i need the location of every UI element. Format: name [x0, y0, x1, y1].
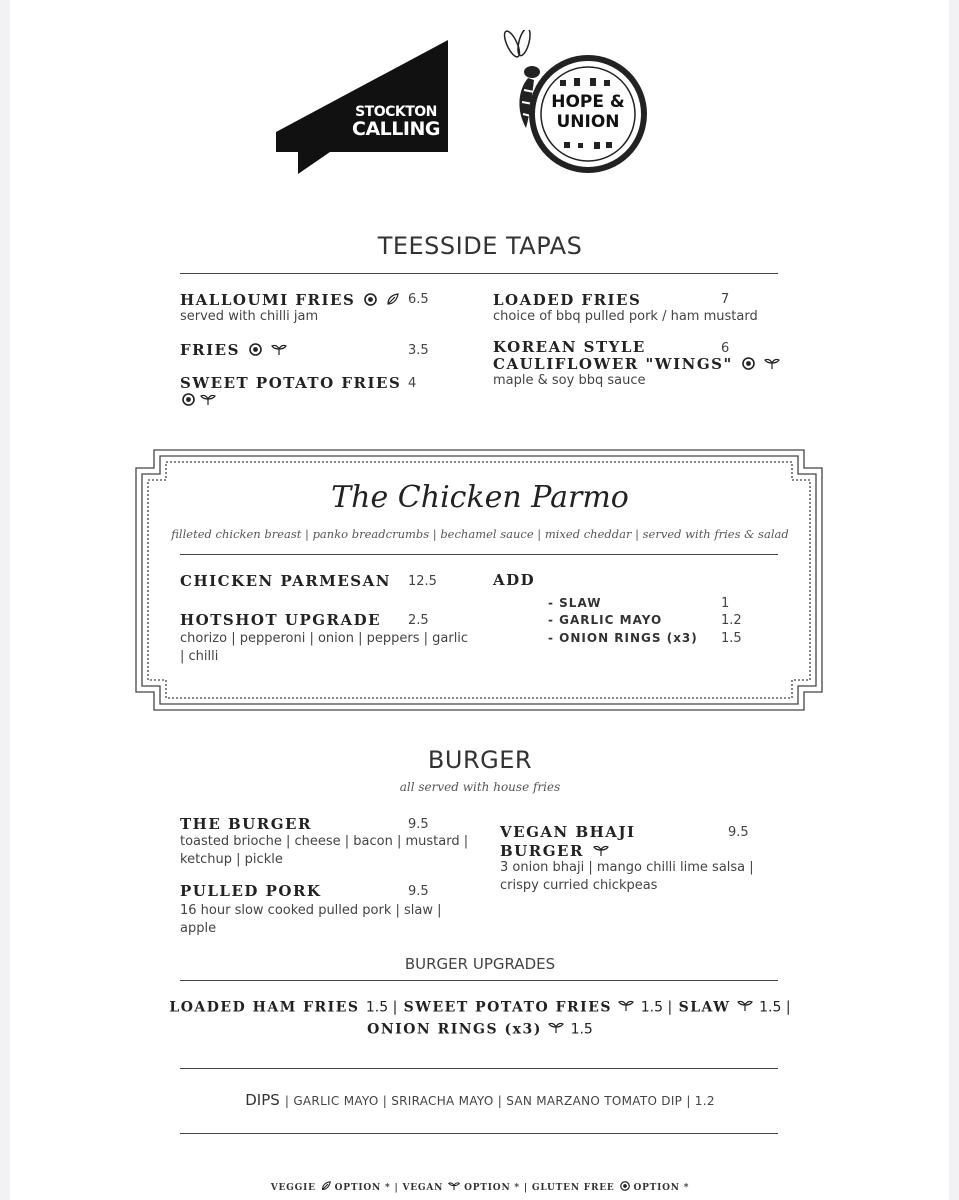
- item-name: HALLOUMI FRIES: [180, 291, 356, 309]
- item-price: 2.5: [408, 613, 429, 628]
- vegan-icon: [764, 355, 780, 374]
- menu-item: [180, 340, 287, 360]
- item-name: LOADED FRIES: [493, 291, 642, 309]
- menu-item: [493, 290, 641, 309]
- add-item-price: 1: [721, 596, 730, 611]
- add-label: ADD: [493, 571, 536, 589]
- section-title-parmo: The Chicken Parmo: [331, 480, 629, 515]
- vegan-icon: [737, 999, 753, 1016]
- divider: [180, 1068, 778, 1069]
- item-name: FRIES: [180, 341, 240, 359]
- add-item-name: - SLAW: [548, 596, 602, 610]
- upgrade-name: SWEET POTATO FRIES: [403, 999, 613, 1016]
- divider: [180, 554, 778, 555]
- logo-word-stockton: STOCKTON: [355, 104, 437, 120]
- logo-word-calling: CALLING: [352, 118, 440, 140]
- item-description: maple & soy bbq sauce: [493, 373, 646, 388]
- item-name: PULLED PORK: [180, 882, 322, 900]
- parmo-subtitle: filleted chicken breast | panko breadcrumbs | bechamel sauce | mixed cheddar | served with fries & salad: [171, 527, 789, 541]
- upgrade-name: ONION RINGS (x3): [367, 1021, 542, 1038]
- dips-text: GARLIC MAYO | SRIRACHA MAYO | SAN MARZANO TOMATO DIP | 1.2: [293, 1094, 715, 1108]
- burger-upgrades-line2: [160, 1021, 800, 1038]
- gluten-free-icon: [249, 341, 262, 360]
- legend-vegan: VEGAN: [402, 1183, 444, 1193]
- upgrade-price: 1.5 |: [640, 999, 673, 1016]
- burger-upgrades-line1: [160, 999, 800, 1016]
- item-description: chorizo | pepperoni | onion | peppers | garlic: [180, 631, 469, 646]
- vegan-icon: [271, 341, 287, 360]
- item-description: 16 hour slow cooked pulled pork | slaw |: [180, 903, 442, 918]
- logo-word-hope: HOPE &: [551, 92, 625, 112]
- menu-item-line2: [500, 841, 609, 861]
- dips-label: DIPS: [245, 1091, 280, 1109]
- item-description: 3 onion bhaji | mango chilli lime salsa |: [500, 860, 754, 875]
- upgrade-price: 1.5: [570, 1021, 593, 1038]
- item-price: 4: [408, 376, 417, 391]
- divider: [180, 273, 778, 274]
- add-item-price: 1.2: [721, 613, 742, 628]
- divider: [180, 980, 778, 981]
- item-price: 6.5: [408, 292, 429, 307]
- menu-item-line2: [493, 354, 780, 374]
- burger-upgrades-title: BURGER UPGRADES: [404, 955, 556, 973]
- item-price: 9.5: [408, 884, 429, 899]
- add-item-price: 1.5: [721, 631, 742, 646]
- vegan-icon: [548, 1021, 564, 1038]
- item-price: 3.5: [408, 343, 429, 358]
- legend-veggie: VEGGIE: [270, 1183, 316, 1193]
- item-description-line2: | chilli: [180, 649, 219, 664]
- upgrade-name: LOADED HAM FRIES: [169, 999, 360, 1016]
- gluten-free-icon: [620, 1181, 630, 1194]
- item-price: 9.5: [728, 825, 749, 840]
- vegan-icon: [618, 999, 634, 1016]
- dietary-icons: [178, 390, 216, 410]
- item-description-line2: ketchup | pickle: [180, 852, 283, 867]
- gluten-free-icon: [182, 391, 195, 410]
- dips-line: DIPS | GARLIC MAYO | SRIRACHA MAYO | SAN MARZANO TOMATO DIP | 1.2: [245, 1091, 715, 1109]
- item-name: THE BURGER: [180, 815, 312, 833]
- item-price: 12.5: [408, 574, 437, 589]
- item-name: SWEET POTATO FRIES: [180, 374, 402, 392]
- logo-word-union: UNION: [556, 112, 620, 132]
- upgrade-price: 1.5 |: [365, 999, 398, 1016]
- dietary-legend: VEGGIE OPTION * | VEGAN OPTION * | GLUTEN FREE OPTION *: [270, 1183, 690, 1193]
- gluten-free-icon: [364, 291, 377, 310]
- vegan-icon: [448, 1181, 460, 1194]
- veggie-icon: [386, 291, 399, 310]
- burger-subtitle: all served with house fries: [399, 780, 561, 794]
- section-title-tapas: TEESSIDE TAPAS: [377, 232, 583, 260]
- item-description-line2: crispy curried chickpeas: [500, 878, 658, 893]
- item-description: served with chilli jam: [180, 309, 319, 324]
- legend-asterisk: *: [514, 1183, 520, 1193]
- veggie-icon: [321, 1181, 331, 1194]
- item-name: HOTSHOT UPGRADE: [180, 611, 382, 629]
- item-name-line2: BURGER: [500, 842, 584, 860]
- item-price: 6: [721, 341, 730, 356]
- stockton-calling-logo: [274, 38, 454, 178]
- item-name: KOREAN STYLE: [493, 338, 646, 356]
- upgrade-price: 1.5 |: [759, 999, 791, 1016]
- upgrade-name: SLAW: [678, 999, 731, 1016]
- legend-option: OPTION: [633, 1183, 680, 1193]
- vegan-icon: [200, 391, 216, 410]
- gluten-free-icon: [742, 355, 755, 374]
- item-name: VEGAN BHAJI: [500, 823, 636, 841]
- legend-asterisk: *: [683, 1183, 690, 1193]
- item-name: CHICKEN PARMESAN: [180, 572, 391, 590]
- menu-page: [10, 0, 949, 1200]
- item-name-line2: CAULIFLOWER "WINGS": [493, 355, 733, 373]
- menu-item: [180, 290, 399, 310]
- item-description-line2: apple: [180, 921, 217, 936]
- item-description: toasted brioche | cheese | bacon | mustard |: [180, 834, 469, 849]
- item-price: 9.5: [408, 817, 429, 832]
- item-description: choice of bbq pulled pork / ham mustard: [493, 309, 758, 324]
- legend-option: OPTION: [334, 1183, 382, 1193]
- legend-asterisk: *: [385, 1183, 391, 1193]
- add-item-name: - ONION RINGS (x3): [548, 631, 698, 645]
- legend-gluten-free: GLUTEN FREE: [531, 1183, 615, 1193]
- item-price: 7: [721, 292, 730, 307]
- divider: [180, 1133, 778, 1134]
- hope-union-logo: [498, 30, 648, 180]
- add-item-name: - GARLIC MAYO: [548, 613, 663, 627]
- section-title-burger: BURGER: [427, 746, 533, 774]
- legend-option: OPTION: [464, 1183, 511, 1193]
